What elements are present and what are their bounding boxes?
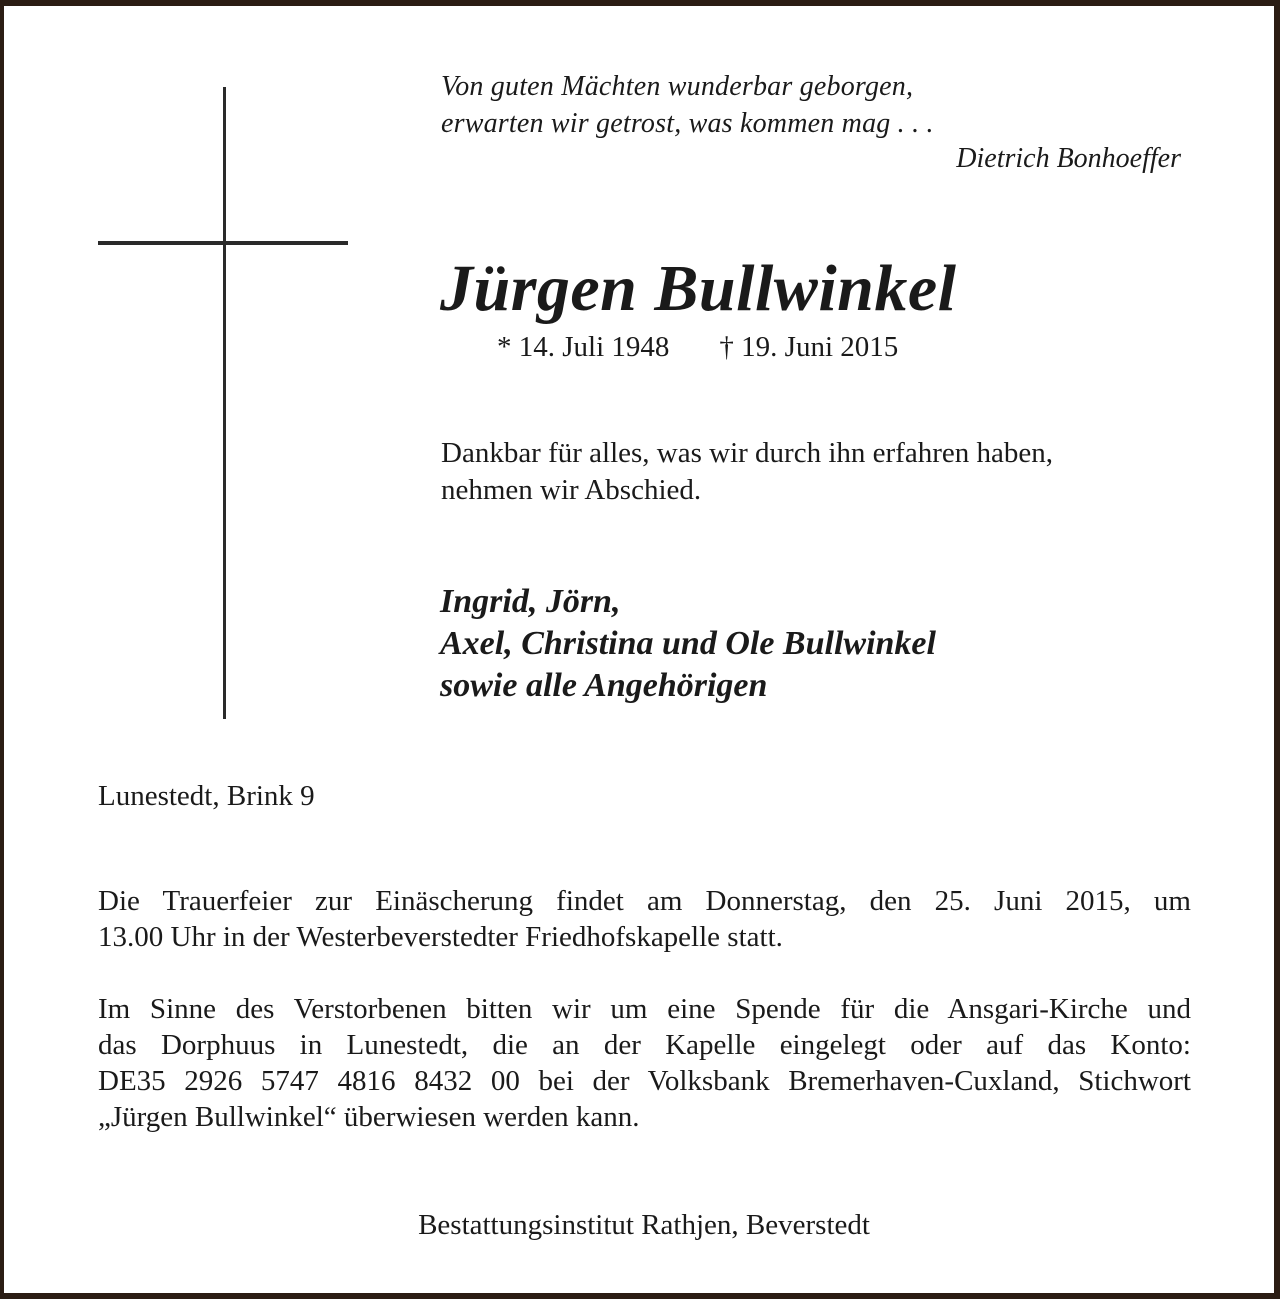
donation-notice xyxy=(98,991,1191,1135)
funeral-home: Bestattungsinstitut Rathjen, Beverstedt xyxy=(418,1209,870,1241)
funeral-notice-line: Die Trauerfeier zur Einäscherung findet am Donnerstag, den 25. Juni 2015, um xyxy=(98,885,1191,917)
address: Lunestedt, Brink 9 xyxy=(98,780,315,812)
funeral-notice xyxy=(98,883,1191,955)
mourners-line: sowie alle Angehörigen xyxy=(440,667,768,704)
farewell-line: nehmen wir Abschied. xyxy=(441,474,702,506)
mourners xyxy=(440,581,936,707)
cross-icon-vertical xyxy=(223,87,226,719)
donation-notice-line: „Jürgen Bullwinkel“ überwiesen werden kann. xyxy=(98,1101,640,1133)
quote-author: Dietrich Bonhoeffer xyxy=(956,143,1181,174)
quote-line: erwarten wir getrost, was kommen mag . . . xyxy=(441,108,934,139)
mourners-line: Ingrid, Jörn, xyxy=(440,583,621,620)
donation-notice-line: Im Sinne des Verstorbenen bitten wir um eine Spende für die Ansgari-Kirche und xyxy=(98,993,1191,1025)
donation-notice-line: DE35 2926 5747 4816 8432 00 bei der Volksbank Bremerhaven-Cuxland, Stichwort xyxy=(98,1065,1191,1097)
farewell-text xyxy=(441,435,1053,509)
quote-line: Von guten Mächten wunderbar geborgen, xyxy=(441,71,914,102)
cross-icon-horizontal xyxy=(98,241,348,245)
life-dates xyxy=(497,328,898,366)
funeral-notice-line: 13.00 Uhr in der Westerbeverstedter Friedhofskapelle statt. xyxy=(98,921,783,953)
donation-notice-line: das Dorphuus in Lunestedt, die an der Kapelle eingelegt oder auf das Konto: xyxy=(98,1029,1191,1061)
death-date: † 19. Juni 2015 xyxy=(719,331,899,363)
quote xyxy=(441,68,934,142)
deceased-name: Jürgen Bullwinkel xyxy=(440,252,957,325)
farewell-line: Dankbar für alles, was wir durch ihn erfahren haben, xyxy=(441,437,1053,469)
mourners-line: Axel, Christina und Ole Bullwinkel xyxy=(440,625,936,662)
birth-date: * 14. Juli 1948 xyxy=(497,331,670,363)
